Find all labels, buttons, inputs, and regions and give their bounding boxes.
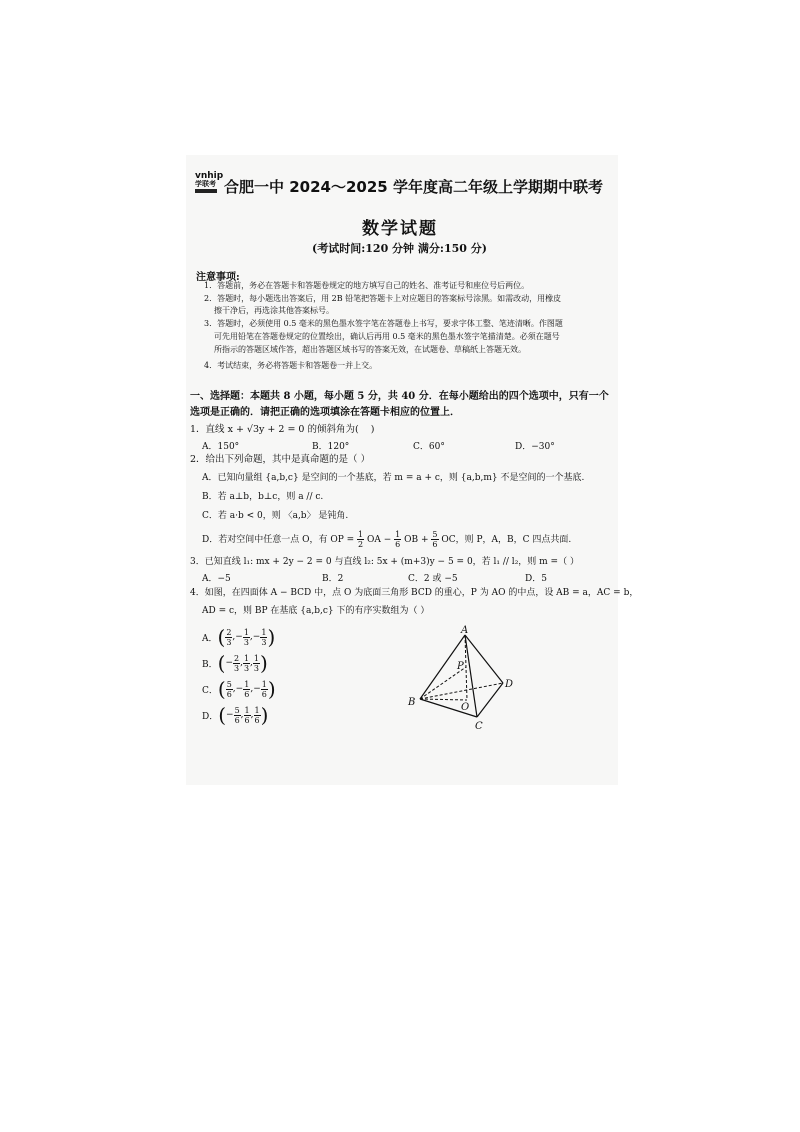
fraction: $\frac{5}{6}$ — [432, 530, 438, 549]
q4-option: A． ( $\frac{2}{3}$ , − $\frac{1}{3}$ , − $\frac{1}{3}$ ) — [202, 625, 276, 649]
logo-text-2: 学联考 — [195, 180, 216, 188]
note-item: 擦干净后，再选涂其他答案标号。 — [214, 306, 334, 315]
fraction: $\frac{1}{6}$ — [254, 705, 260, 725]
logo — [195, 171, 224, 204]
note-item: 所指示的答题区域作答，超出答题区域书写的答案无效，在试题卷、草稿纸上答题无效。 — [214, 345, 526, 354]
q4-option: D． ( − $\frac{5}{6}$ , $\frac{1}{6}$ , $\frac{1}{6}$ ) — [202, 703, 269, 727]
q4-options — [202, 624, 276, 728]
fraction: $\frac{2}{3}$ — [233, 653, 240, 673]
fraction: $\frac{1}{3}$ — [243, 653, 250, 673]
q2-option-c: C．若 a·b < 0，则 〈a,b〉 是钝角. — [202, 511, 349, 521]
label-d: D — [505, 679, 514, 690]
segment-bo — [420, 699, 467, 700]
fraction: $\frac{1}{3}$ — [261, 627, 267, 647]
question-4-stem-line-1: 4．如图，在四面体 A − BCD 中，点 O 为底面三角形 BCD 的重心，P 为 AO 的中点，设 AB = a，AC = b， — [190, 588, 639, 598]
edge-bd-hidden — [420, 683, 503, 699]
label-o: O — [461, 702, 470, 713]
q2-option-b: B．若 a⊥b，b⊥c，则 a // c. — [202, 492, 324, 502]
q4-option: B． ( − $\frac{2}{3}$ , $\frac{1}{3}$ , $\frac{1}{3}$ ) — [202, 651, 268, 675]
fraction: $\frac{1}{6}$ — [395, 530, 401, 549]
q3-option-d: D．5 — [525, 574, 547, 584]
q2-option-a: A．已知向量组 {a,b,c} 是空间的一个基底，若 m = a + c，则 {a,b,m} 不是空间的一个基底. — [202, 473, 585, 483]
question-2-stem: 2．给出下列命题，其中是真命题的是（ ） — [190, 454, 371, 465]
question-3-stem: 3．已知直线 l₁: mx + 2y − 2 = 0 与直线 l₂: 5x + (m+3)y − 5 = 0，若 l₁ // l₂，则 m =（ ） — [190, 557, 579, 567]
q1-option-c: C．60° — [413, 442, 445, 452]
subject-title: 数学试题 — [362, 219, 438, 239]
logo-bar — [195, 189, 217, 193]
note-item: 可先用铅笔在答题卷规定的位置绘出，确认后再用 0.5 毫米的黑色墨水签字笔描清楚。必须在题号 — [214, 332, 560, 341]
label-b: B — [408, 697, 416, 708]
q1-option-b: B．120° — [312, 442, 350, 452]
logo-text-1: vnhip — [195, 171, 224, 181]
fraction: $\frac{1}{6}$ — [244, 679, 250, 699]
fraction: $\frac{1}{6}$ — [244, 705, 250, 725]
tetrahedron-figure — [405, 625, 520, 735]
section-1-instructions: 一、选择题：本题共 8 小题，每小题 5 分，共 40 分．在每小题给出的四个选项中，只有一个选项是正确的．请把正确的选项填涂在答题卡相应的位置上． — [190, 391, 609, 418]
q1-option-d: D．−30° — [515, 442, 555, 452]
exam-header-title: 合肥一中 2024～2025 学年度高二年级上学期期中联考 — [224, 178, 603, 196]
q3-option-c: C．2 或 −5 — [408, 574, 458, 584]
edge-cd — [477, 683, 503, 717]
fraction: $\frac{1}{6}$ — [261, 679, 267, 699]
fraction: $\frac{5}{6}$ — [234, 705, 240, 725]
note-item: 1．答题前，务必在答题卡和答题卷规定的地方填写自己的姓名、准考证号和座位号后两位。 — [204, 281, 530, 290]
label-c: C — [475, 721, 483, 732]
note-item: 3．答题时，必须使用 0.5 毫米的黑色墨水签字笔在答题卷上书写，要求字体工整、笔迹清晰。作图题 — [204, 319, 563, 328]
label-p: P — [457, 661, 464, 672]
fraction: $\frac{1}{3}$ — [243, 627, 249, 647]
note-item: 4．考试结束，务必将答题卡和答题卷一并上交。 — [204, 361, 378, 370]
label-a: A — [461, 625, 469, 636]
fraction: $\frac{1}{2}$ — [358, 530, 364, 549]
q3-option-b: B．2 — [322, 574, 344, 584]
fraction: $\frac{1}{3}$ — [253, 653, 260, 673]
exam-info: (考试时间:120 分钟 满分:150 分) — [312, 242, 487, 255]
note-item: 2．答题时，每小题选出答案后，用 2B 铅笔把答题卡上对应题目的答案标号涂黑。如需改动，用橡皮 — [204, 294, 562, 303]
fraction: $\frac{5}{6}$ — [226, 679, 232, 699]
notes-heading: 注意事项: — [196, 272, 240, 283]
question-4-stem-line-2: AD = c，则 BP 在基底 {a,b,c} 下的有序实数组为（ ） — [202, 606, 430, 616]
fraction: $\frac{2}{3}$ — [226, 627, 232, 647]
question-1-stem: 1．直线 x + √3y + 2 = 0 的倾斜角为( ) — [190, 424, 375, 435]
q3-option-a: A．−5 — [202, 574, 231, 584]
q1-option-a: A．150° — [202, 442, 240, 452]
q4-option: C． ( $\frac{5}{6}$ , − $\frac{1}{6}$ , − $\frac{1}{6}$ ) — [202, 677, 276, 701]
q2-option-d: D．若对空间中任意一点 O，有 OP = $\frac{1}{2}$ OA − $\frac{1}{6}$ OB + $\frac{5}{6}$ OC，则 P，A，B，C 四点共面. — [202, 530, 572, 549]
